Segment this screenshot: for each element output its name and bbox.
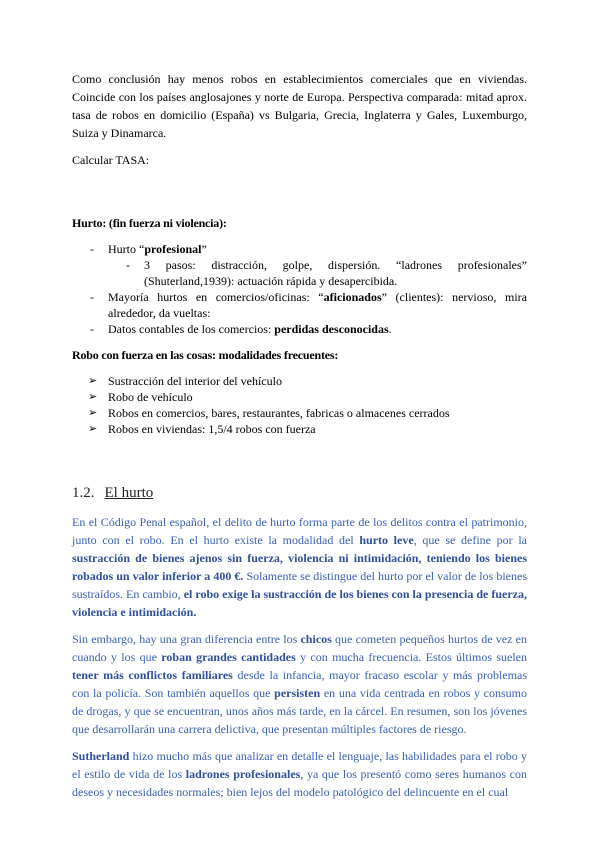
bold-run: el robo exige la sustracción de los bienes con la presencia de fuerza, violencia e intimidación. bbox=[72, 587, 527, 619]
arrow-bullet-icon: ➢ bbox=[88, 423, 98, 435]
bold-run: hurto leve bbox=[359, 533, 414, 547]
list-item-bold: profesional bbox=[144, 242, 202, 256]
robo-heading: Robo con fuerza en las cosas: modalidades frecuentes: bbox=[72, 348, 339, 362]
text-run: en una vida centrada en robos y consumo de drogas, y que se encuentran, unos años más tarde, en la cárcel. En resumen, son los jóvenes que desarrollarán una carrera delictiva, que presentan múltiples factores de riesgo. bbox=[72, 686, 527, 736]
dash-marker: - bbox=[90, 322, 94, 336]
sub-list-item-text: 3 pasos: distracción, golpe, dispersión. “ladrones profesionales” (Shuterland,1939): actuación rápida y desapercibida. bbox=[144, 258, 527, 288]
list-item bbox=[72, 289, 527, 321]
bold-run: persisten bbox=[274, 686, 321, 700]
text-run: , que se define por la bbox=[413, 533, 528, 547]
hurto-heading: Hurto: (fin fuerza ni violencia): bbox=[72, 216, 227, 230]
arrow-bullet-icon: ➢ bbox=[88, 375, 98, 387]
text-run: , ya que los presentó como seres humanos con deseos y necesidades normales; bien lejos del modelo patológico del delincuente en el cual bbox=[72, 767, 527, 799]
document-page bbox=[72, 70, 527, 801]
list-item bbox=[72, 241, 527, 289]
robo-list bbox=[72, 373, 527, 437]
sub-list-item bbox=[108, 257, 527, 289]
text-run: desde la infancia, mayor fracaso escolar y más problemas con la policía. Son también aquellos que bbox=[72, 668, 528, 700]
list-item-text: Mayoría hurtos en comercios/oficinas: “ bbox=[108, 290, 324, 304]
dash-marker: - bbox=[126, 258, 130, 272]
list-item bbox=[72, 321, 527, 337]
list-item bbox=[72, 405, 527, 421]
section-number: 1.2. bbox=[72, 485, 95, 501]
list-item-text: Datos contables de los comercios: bbox=[108, 322, 275, 336]
bold-run: roban grandes cantidades bbox=[161, 650, 296, 664]
list-item-text: Sustracción del interior del vehículo bbox=[108, 374, 282, 388]
arrow-bullet-icon: ➢ bbox=[88, 407, 98, 419]
list-item bbox=[72, 421, 527, 437]
bold-run: ladrones profesionales bbox=[185, 767, 301, 781]
intro-paragraph: Como conclusión hay menos robos en establecimientos comerciales que en viviendas. Coincide con los países anglosajones y norte de Europa. Perspectiva comparada: mitad aprox. tasa de robos en domicilio (España) vs Bulgaria, Grecia, Inglaterra y Gales, Luxemburgo, Suiza y Dinamarca. bbox=[72, 72, 527, 140]
text-run: que cometen pequeños hurtos de vez en cuando y los que bbox=[72, 632, 527, 664]
paragraph-1 bbox=[72, 513, 527, 621]
text-run: Solamente se distingue del hurto por el valor de los bienes sustraídos. En cambio, bbox=[72, 569, 527, 601]
hurto-list bbox=[72, 241, 527, 337]
list-item-text: ” bbox=[201, 242, 207, 256]
bold-run: sustracción de bienes ajenos sin fuerza, violencia ni intimidación, teniendo los bienes robados un valor inferior a 400 €. bbox=[72, 551, 527, 583]
section-title: El hurto bbox=[104, 485, 154, 501]
bold-run: Sutherland bbox=[72, 749, 130, 763]
sub-list bbox=[108, 257, 527, 289]
body-text bbox=[72, 513, 527, 801]
list-item-text: Robos en viviendas: 1,5/4 robos con fuerza bbox=[108, 422, 316, 436]
list-item bbox=[72, 373, 527, 389]
text-run: y con mucha frecuencia. Estos últimos suelen bbox=[295, 650, 527, 664]
list-item-text: . bbox=[388, 322, 392, 336]
list-item bbox=[72, 389, 527, 405]
paragraph-2 bbox=[72, 630, 527, 738]
list-item-text: ” (clientes): nervioso, mira alrededor, da vueltas: bbox=[108, 290, 527, 320]
dash-marker: - bbox=[90, 290, 94, 304]
paragraph-3 bbox=[72, 747, 527, 801]
text-run: hizo mucho más que analizar en detalle el lenguaje, las habilidades para el robo y el estilo de vida de los bbox=[72, 749, 527, 781]
bold-run: tener más conflictos familiares bbox=[72, 668, 233, 682]
text-run: Sin embargo, hay una gran diferencia entre los bbox=[72, 632, 301, 646]
list-item-bold: perdidas desconocidas bbox=[274, 322, 389, 336]
calcular-tasa-line: Calcular TASA: bbox=[72, 153, 150, 167]
text-run: En el Código Penal español, el delito de hurto forma parte de los delitos contra el patrimonio, junto con el robo. En el hurto existe la modalidad del bbox=[72, 515, 527, 547]
section-heading bbox=[72, 482, 527, 504]
list-item-text: Hurto “ bbox=[108, 242, 145, 256]
dash-marker: - bbox=[90, 242, 94, 256]
list-item-text: Robo de vehículo bbox=[108, 390, 193, 404]
arrow-bullet-icon: ➢ bbox=[88, 391, 98, 403]
bold-run: chicos bbox=[300, 632, 332, 646]
list-item-text: Robos en comercios, bares, restaurantes, fabricas o almacenes cerrados bbox=[108, 406, 450, 420]
list-item-bold: aficionados bbox=[323, 290, 382, 304]
